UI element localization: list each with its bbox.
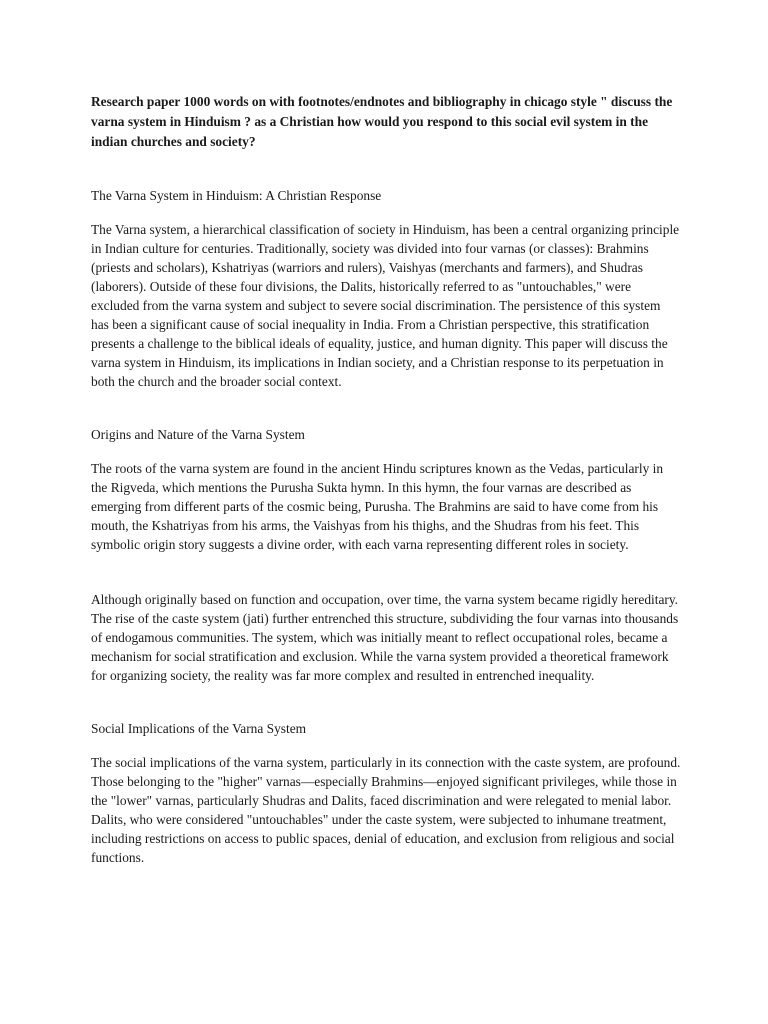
paragraph-origins-1: The roots of the varna system are found in the ancient Hindu scriptures known as the Vedas, particularly in the Rigveda, which mentions the Purusha Sukta hymn. In this hymn, the four varnas are described as emerging from different parts of the cosmic being, Purusha. The Brahmins are said to have come from his mouth, the Kshatriyas from his arms, the Vaishyas from his thighs, and the Shudras from his feet. This symbolic origin story suggests a divine order, with each varna representing different roles in society. xyxy=(91,461,664,552)
section-heading-origins: Origins and Nature of the Varna System xyxy=(91,427,305,442)
section-heading-intro: The Varna System in Hinduism: A Christian Response xyxy=(91,188,382,203)
document-content xyxy=(91,92,681,867)
research-prompt: Research paper 1000 words on with footnotes/endnotes and bibliography in chicago style " discuss the varna system in Hinduism ? as a Christian how would you respond to this social evil system in the indian churches and society? xyxy=(91,94,673,149)
paragraph-implications-1: The social implications of the varna system, particularly in its connection with the caste system, are profound. Those belonging to the "higher" varnas—especially Brahmins—enjoyed significant privileges, while those in the "lower" varnas, particularly Shudras and Dalits, faced discrimination and were relegated to menial labor. Dalits, who were considered "untouchables" under the caste system, were subjected to inhumane treatment, including restrictions on access to public spaces, denial of education, and exclusion from religious and social functions. xyxy=(91,755,681,865)
paragraph-intro: The Varna system, a hierarchical classification of society in Hinduism, has been a central organizing principle in Indian culture for centuries. Traditionally, society was divided into four varnas (or classes): Brahmins (priests and scholars), Kshatriyas (warriors and rulers), Vaishyas (merchants and farmers), and Shudras (laborers). Outside of these four divisions, the Dalits, historically referred to as "untouchables," were excluded from the varna system and subject to severe social discrimination. The persistence of this system has been a significant cause of social inequality in India. From a Christian perspective, this stratification presents a challenge to the biblical ideals of equality, justice, and human dignity. This paper will discuss the varna system in Hinduism, its implications in Indian society, and a Christian response to its perpetuation in both the church and the broader social context. xyxy=(91,222,680,389)
paragraph-origins-2: Although originally based on function and occupation, over time, the varna system became rigidly hereditary. The rise of the caste system (jati) further entrenched this structure, subdividing the four varnas into thousands of endogamous communities. The system, which was initially meant to reflect occupational roles, became a mechanism for social stratification and exclusion. While the varna system provided a theoretical framework for organizing society, the reality was far more complex and resulted in entrenched inequality. xyxy=(91,592,679,683)
section-heading-implications: Social Implications of the Varna System xyxy=(91,721,307,736)
